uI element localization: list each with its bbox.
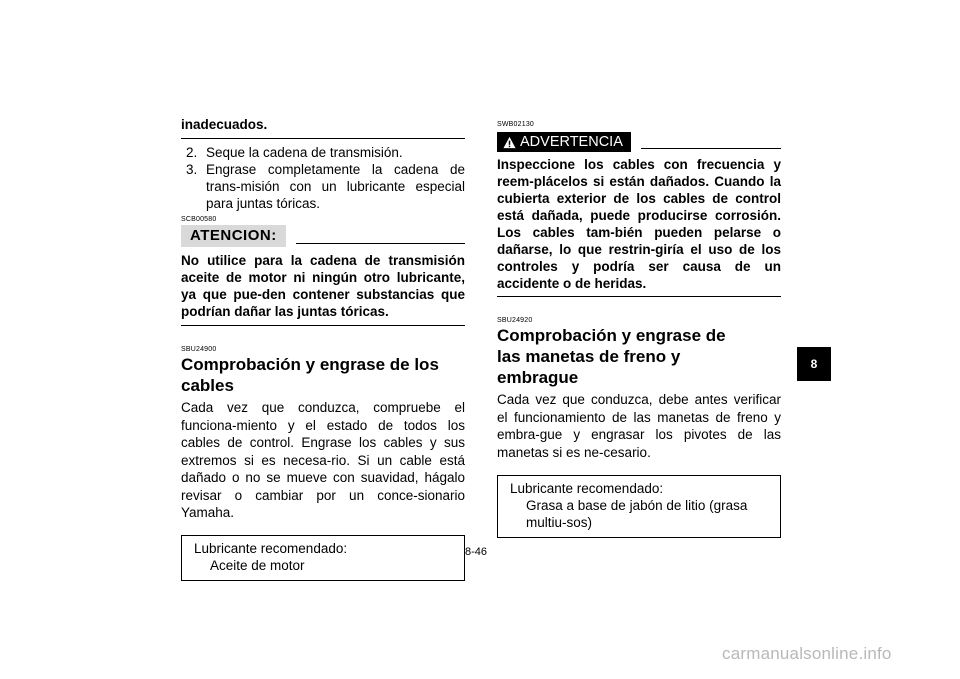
box-value: Grasa a base de jabón de litio (grasa multiu-sos) [526, 498, 748, 530]
warning-label-box [497, 132, 631, 152]
right-column [497, 116, 781, 538]
divider [497, 296, 781, 297]
watermark: carmanualsonline.info [722, 644, 892, 663]
box-label: Lubricante recomendado: [510, 481, 664, 496]
divider [296, 243, 465, 244]
caution-label: ATENCION: [181, 225, 286, 247]
lubricant-box [497, 475, 781, 538]
box-label: Lubricante recomendado: [194, 540, 348, 556]
caution-code: SCB00580 [181, 216, 217, 223]
warning-code: SWB02130 [497, 121, 535, 128]
section-body: Cada vez que conduzca, compruebe el funciona-miento y el estado de todos los cables de control. Engrase los cables y sus extremos si es necesa-rio. Si un cable está dañado o no se mueve con suavidad, hágalo revisar o cambiar por un conce-sionario Yamaha. [181, 400, 465, 520]
divider [181, 138, 465, 139]
list-item: 3. Engrase completamente la cadena de trans-misión con un lubricante especial para juntas tóricas. [186, 162, 465, 211]
lubricant-box [181, 535, 465, 581]
section-code: SBU24920 [497, 317, 533, 324]
page-number: 8-46 [465, 546, 488, 558]
section-title: Comprobación y engrase de las manetas de freno y embrague [497, 326, 726, 387]
divider [181, 325, 465, 326]
divider [641, 148, 781, 149]
list-item: 2. Seque la cadena de transmisión. [186, 145, 403, 160]
warning-triangle-icon [503, 136, 516, 149]
caution-header [181, 225, 465, 247]
box-value: Aceite de motor [210, 557, 305, 573]
warning-label: ADVERTENCIA [520, 134, 623, 150]
left-column [181, 116, 465, 581]
warning-text: Inspeccione los cables con frecuencia y reem-plácelos si están dañados. Cuando la cubierta exterior de los cables de control está dañada, puede producirse corrosión. Los cables tam-bién pueden pelarse o dañarse, lo que restrin-giría el uso de los controles y podría ser causa de un accidente o de heridas. [497, 157, 781, 291]
caution-text: No utilice para la cadena de transmisión aceite de motor ni ningún otro lubricante, ya que pue-den contener substancias que podrían dañar las juntas tóricas. [181, 253, 465, 319]
carry-over-text: inadecuados. [181, 117, 268, 132]
section-body: Cada vez que conduzca, debe antes verificar el funcionamiento de las manetas de freno y embra-gue y engrasar los pivotes de las manetas si es ne-cesario. [497, 392, 781, 460]
warning-header [497, 132, 781, 152]
chapter-tab: 8 [797, 347, 831, 381]
section-title: Comprobación y engrase de los cables [181, 355, 439, 395]
section-code: SBU24900 [181, 346, 217, 353]
step-list [181, 144, 465, 212]
